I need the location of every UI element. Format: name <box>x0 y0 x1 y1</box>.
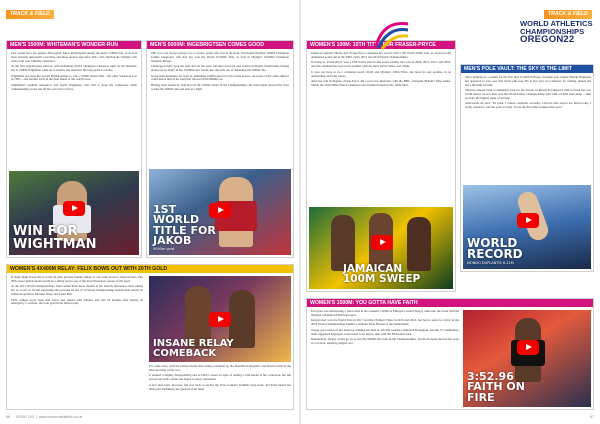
paragraph: Kenyan had won the World Title in 2017 and the Olympic Titles in 2016 and 2021, but had to settle for silver in the 2019 World Championships behind a rampant Sifan Hassan of the Netherlands. <box>311 318 459 327</box>
headline: WOMEN'S 100M: 10TH TITLE FOR FRASER-PRYCE <box>307 41 455 49</box>
paragraph: Felix walked away from that travel and signed with Athleta, and just 10 months after having an emergency C-section, she took gold in the mixed relay. <box>11 297 143 306</box>
youtube-play-icon[interactable] <box>63 201 85 216</box>
paragraph: That has already been a remarkable year for the Swede, in March he jumped 6.19m to break his own world indoor record, then won the World Indoor Championship gold with a 6.20m final jump – until recently the highest jump of all time. <box>465 88 591 101</box>
photo-wightman[interactable] <box>9 171 139 255</box>
article-body <box>11 276 143 308</box>
youtube-play-icon[interactable] <box>209 312 231 327</box>
photo-felix-relay[interactable] <box>149 276 291 362</box>
page-footer <box>590 415 594 419</box>
youtube-play-icon[interactable] <box>517 213 539 228</box>
paragraph: US came away with the bronze medal after being overtaken by the Dominican Republic and Dutch teams in the final stretches of the race. <box>149 364 291 372</box>
paragraph: Few would have bet against Norwegian Jakob Ingebrigtsen taking the men's 1500m title, as he had been virtually unbeatable over three and three-quarter laps since 2021, and clinched the Olympic title with a win over Timothy Cheruiyot. <box>11 51 137 63</box>
photo-caption <box>153 202 223 251</box>
athlete-figure <box>407 217 431 271</box>
article-side-body <box>149 365 291 393</box>
article-body <box>151 52 289 93</box>
photo-jamaican-sweep[interactable] <box>309 207 453 289</box>
caption-title: 1ST WORLD TITLE FOR JAKOB <box>153 202 216 248</box>
youtube-play-icon[interactable] <box>517 340 539 355</box>
article-body <box>311 52 451 89</box>
paragraph: Wightman's stadium announcer dad Geoff Wightman, who had to keep his composure while commentating on the run off his own son's victory. <box>11 82 137 91</box>
photo-caption <box>467 235 577 265</box>
article-body <box>11 52 137 93</box>
article-womens-1500m <box>306 298 594 410</box>
paragraph: At the bell, Ingebrigtsen still led, with defending World Champion Cheruiyot right on his shoulder, but at 1300m Wightman came up to leaders and launched his long sprint for home. <box>11 64 137 73</box>
paragraph: It seemed a slightly disappointing end to Felix's career, in spite of adding a 19th medal to her collection, but she bowed out with a smile and began to enjoy retirement. <box>149 373 291 382</box>
paragraph: A few days later, however, she was back to anchor the USA women's 4x400m relay team, and Felix turned her 20th gold. Definitely the greatest of all time! <box>149 382 291 391</box>
logo-text <box>520 20 593 45</box>
right-page <box>300 0 600 424</box>
article-mens-5000m <box>146 40 294 258</box>
paragraph: In doing so, Fraser-Pryce won a fifth World Title in this event, having also won in 2009, 2013, 2015, and 2019, and this extended her lead as the sprinter with the most World Titles over 100m. <box>311 60 451 69</box>
headline: WOMEN'S 1500M: YOU GOTTA HAVE FAITH <box>307 299 593 307</box>
photo-caption: JAMAICAN 100M SWEEP <box>343 263 421 286</box>
paragraph: It does not have to be a contested seven World and Olympic 100m Titles, the most for any sprinter, in an outstanding and long career. <box>311 69 451 78</box>
headline: WOMEN'S 4X400M RELAY: FELIX BOWS OUT WITH 20TH GOLD <box>7 265 293 273</box>
paragraph: At the 2011 World Championships, Felix added three more medals to her already impressive haul, taking her to a total of 18 and surpassing the previous record of 14 World Championship medals held jointly by Jamaican sprinters Merlene Ottey and Usain Bolt. <box>11 284 143 297</box>
paragraph: Wightman was then the second British athlete to win a 1500m World Title – the other Sebastian Coe in 1983 – and another track in the final ahead of the world's best. <box>11 73 137 82</box>
oregon22-logo-icon <box>374 20 410 50</box>
paragraph: Jamaican sprinter Shelly-Ann Fraser-Pryce extended her record with a 5th World 100m title, as expected and dominated as she did in the 2009, 2013, 2015 and 2019 World Championships. <box>311 51 451 59</box>
headline: MEN'S 5000M: INGEBRIGTSEN COMES GOOD <box>147 41 293 49</box>
paragraph: After her win in Eugene, Fraser-Pryce did a post-race interview with the BBC, alongside Britain's Dina Asher-Smith, the 2019 200m World Champion who finished fourth in the 100m final. <box>311 78 451 87</box>
article-mens-pole-vault <box>460 64 594 272</box>
photo-kipyegon[interactable] <box>463 310 591 407</box>
photo-caption: WIN FOR WIGHTMAN <box>13 224 97 252</box>
paragraph: Everyone was anticipating a fierce duel in the women's 1500m as Ethiopia's Gudaf Tsegay came into the event with the Olympic Champion Faith Kipyegon. <box>311 309 459 317</box>
logo-line-2: CHAMPIONSHIPS <box>520 26 585 36</box>
paragraph: Afterwards, he said: "It's great. I cannot complain. Actually, I did not dare expect too much today. I really wanted to win the gold so badly. It was the first time I jumped this year." <box>465 101 591 110</box>
caption-sub: MONDO DUPLANTIS 6.21M <box>467 260 514 265</box>
paragraph: Cheptegei briefly took the lead and set the pace, but then fell back and would eventually finish ninth, having picked up an injury in the 10,000m that would also rule him out of defending his 5000m title. <box>151 64 289 73</box>
article-womens-4x400m <box>6 264 294 410</box>
site-link[interactable]: www.modernathletics.co.uk <box>38 415 83 419</box>
paragraph: Tsegay gave notice of her intent by winning her heat in 4:02.68, looking composed throughout, and the 75 commentary team suggested Kipyegon would need to be able to deal with the Ethiopian's kick. <box>311 327 459 336</box>
article-body <box>311 310 459 347</box>
page-footer: 66 ISSUE 152 | www.modernathletics.co.uk <box>6 415 83 419</box>
paragraph: If many think Fraser-Pryce is the all-time greatest female athlete, it can come down to Allyson Felix. Her 20th career global medal would be a fitting end to one of the most illustrious careers in the sport. <box>11 275 143 283</box>
logo-line-1: WORLD ATHLETICS <box>520 19 593 28</box>
article-mens-1500m <box>6 40 142 258</box>
section-tab: TRACK & FIELD <box>544 10 592 19</box>
paragraph: Remarkably, Tsegay would go on to win the 5000m title later in the Championships, but the Kenyan showed her class in a tactical, superbly-judged race. <box>311 336 459 345</box>
caption-sub: 5000m gold <box>153 246 174 251</box>
article-body <box>465 76 591 112</box>
caption-title: WORLD RECORD <box>467 235 523 262</box>
paragraph: Having been beaten by Josh Kerr in the 1500m earlier in the Championships, the Norwegian showed his class to take the 5000m title and end on a high. <box>151 82 289 91</box>
article-womens-100m <box>306 40 456 292</box>
photo-ingebrigtsen[interactable] <box>149 169 291 255</box>
photo-caption: INSANE RELAY COMEBACK <box>153 338 234 359</box>
youtube-play-icon[interactable] <box>371 235 393 250</box>
page-number: 67 <box>590 415 594 419</box>
issue-label: ISSUE 152 <box>16 415 34 419</box>
section-tab: TRACK & FIELD <box>6 10 54 19</box>
headline: MEN'S POLE VAULT: THE SKY IS THE LIMIT <box>461 65 593 73</box>
photo-caption: 3:52.96 FAITH ON FIRE <box>467 369 525 404</box>
photo-duplantis[interactable] <box>463 185 591 269</box>
paragraph: Since jumping as a toddler for the first time in 2004 in Baton, Swedish pole vaulter Mondo Duplantis has appeared to soar over that mark with ease. He is now just two centuries for ruining, indeed the sky's the limit for him. <box>465 75 591 87</box>
page-number: 66 <box>6 415 10 419</box>
paragraph: This race was always going to be a cracker, given who was in the field. It included Olympic 5000m Champion Joshua Cheptegei, who had just won the World 10,000m Title, as well as Olympic 10,000m Champion Selemon Barega. <box>151 51 289 63</box>
headline: MEN'S 1500M: WHITEMAN'S WONDER-RUN <box>7 41 141 49</box>
paragraph: In the final kilometre, he went by defending 1500m speed to turn on the screws, and none of the other athletes could match him as he went into the lead from 4000m out. <box>151 73 289 82</box>
logo-line-3: OREGON22 <box>520 34 575 46</box>
